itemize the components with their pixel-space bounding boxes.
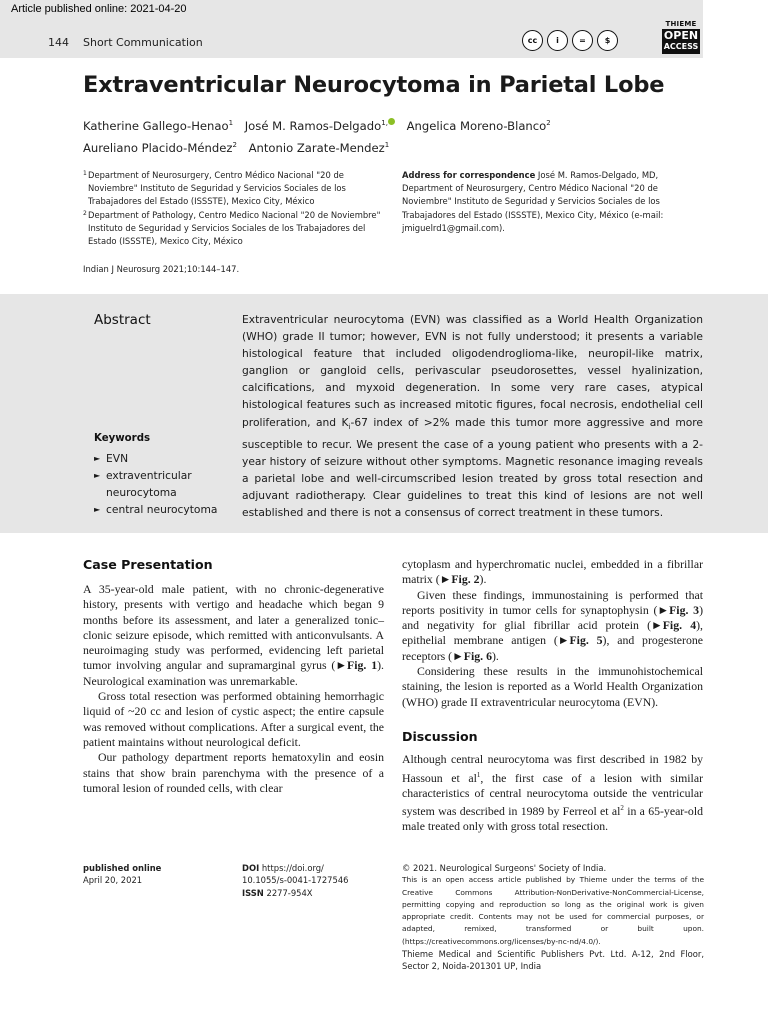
doi-info: DOI https://doi.org/ 10.1055/s-0041-1727546 ISSN 2277-954X [242,863,349,898]
publisher-address: Thieme Medical and Scientific Publishers Pvt. Ltd. A-12, 2nd Floor, Sector 2, Noida-201301 UP, India [402,949,704,972]
license-icons [522,30,618,51]
section-label: Short Communication [83,36,203,49]
author: Katherine Gallego-Henao$^1$ [83,118,234,133]
header-band [0,0,703,58]
affiliations [83,169,383,248]
author: José M. Ramos-Delgado$^{1,}$ [245,119,395,133]
case-heading: Case Presentation [83,557,213,572]
orcid-icon[interactable] [388,118,395,125]
figure-link[interactable]: ►Fig. 4 [651,618,697,633]
cc-icon: cc [522,30,543,51]
discussion-heading: Discussion [402,728,478,744]
open-access-badge: OPEN ACCESS [662,29,700,54]
correspondence: Address for correspondence José M. Ramos-Delgado, MD, Department of Neurosurgery, Centro Médico Nacional "20 de Noviembre" Instituto de Seguridad y Servicios Sociales de los Trabajadores del Estado (ISSSTE), Mexico City, México (e-mail: jmiguelrd1@gmail.com). [402,170,664,233]
figure-link[interactable]: ►Fig. 2 [439,572,480,587]
license-info: © 2021. Neurological Surgeons' Society of India. This is an open access article published by Thieme under the terms of the Creative Commons Attribution-NonDerivative-NonCommercial-License, permitting copying and reproduction so long as the original work is given appropriate credit. Contents may not be used for commercial purposes, or adapted, remixed, transformed or built upon. (https://creativecommons.org/licenses/by-nc-nd/4.0/). Thieme Medical and Scientific Publishers Pvt. Ltd. A-12, 2nd Floor, Sector 2, Noida-201301 UP, India [402,863,704,972]
figure-link[interactable]: ►Fig. 3 [657,602,700,617]
publisher-name: THIEME [665,20,697,28]
keyword-item: ► extraventricular neurocytoma [94,467,234,501]
citation: Indian J Neurosurg 2021;10:144–147. [83,264,240,274]
doi-link[interactable]: https://doi.org/ [261,863,324,873]
author-list [83,114,683,158]
paragraph: Gross total resection was performed obtaining hemorrhagic liquid of ~20 cc and lesion of cystic aspect; the entire capsule was removed without complications. After a surgical event, the patient maintains without neurological deficit. [83,689,384,749]
abstract-text: Extraventricular neurocytoma (EVN) was classified as a World Health Organization (WHO) grade II tumor; however, EVN is not fully understood; it presents a variable histological feature that included oligodendroglioma-like, neuropil-like matrix, ganglion or gangloid cells, perivascular pseudorosettes, vessel hyalinization, calcifications, and myxoid degeneration. In some very rare cases, atypical histological features such as increased mitotic figures, focal necrosis, endothelial cell proliferation, and $K_i-67$ index of >2% made this tumor more aggressive and more susceptible to recur. We present the case of a young patient who presents with a 2-year history of seizure without other symptoms. Magnetic resonance imaging reveals a parietal lobe and well-circumscribed lesion treated by gross total resection and adjuvant radiotherapy. Clear guidelines to treat this kind of lesions are not well established and there is not a consensus of correct treatment in these tumors. [242,313,704,520]
keyword-item: ► central neurocytoma [94,501,234,518]
author: Antonio Zarate-Mendez$^1$ [248,140,390,155]
paragraph: Our pathology department reports hematoxylin and eosin stains that show brain parenchyma with the presence of a tumoral lesion of rounded cells, with clear [83,750,384,795]
paragraph: cytoplasm and hyperchromatic nuclei, embedded in a fibrillar matrix (►Fig. 2). [402,557,703,587]
nd-icon: = [572,30,593,51]
paragraph: A 35-year-old male patient, with no chronic-degenerative history, presents with vertigo and headache which began 9 months before its assessment, and later a generalized tonic–clonic seizure episode, which remitted with anticonvulsants. A neuroimaging study was performed, evidencing left parietal tumor involving angular and supramarginal gyrus (►Fig. 1). Neurological examination was unremarkable. [83,582,384,688]
license-text: This is an open access article published by Thieme under the terms of the Creative Commons Attribution-NonDerivative-NonCommercial-License, permitting copying and reproduction so long as the original work is given appropriate credit. Contents may not be used for commercial purposes, or adapted, remixed, transformed or built upon. (https://creativecommons.org/licenses/by-nc-nd/4.0/). [402,875,704,946]
affiliation: 2 Department of Pathology, Centro Medico Nacional "20 de Noviembre" Instituto de Seguridad y Servicios Sociales de los Trabajadores del Estado (ISSSTE), Mexico City, México [83,209,381,247]
keywords-heading: Keywords [94,433,151,444]
paragraph: Given these findings, immunostaining is performed that reports positivity in tumor cells for synaptophysin (►Fig. 3) and negativity for glial fibrillar acid protein (►Fig. 4), epithelial membrane antigen (►Fig. 5), and progesterone receptors (►Fig. 6). [402,587,703,663]
publisher-logo [662,20,700,54]
keyword-list [94,450,234,518]
nc-icon: $ [597,30,618,51]
paragraph: Considering these results in the immunohistochemical staining, the lesion is reported as a World Health Organization (WHO) grade II extraventricular neurocytoma (EVN). [402,664,703,709]
figure-link[interactable]: ►Fig. 6 [452,648,492,663]
page-number: 144 [48,36,69,49]
author: Aureliano Placido-Méndez$^2$ [83,140,237,155]
doi-link-2[interactable]: 10.1055/s-0041-1727546 [242,875,349,886]
article-title: Extraventricular Neurocytoma in Parietal Lobe [83,72,665,98]
paragraph: Although central neurocytoma was first described in 1982 by Hassoun et $al^1$, the first case of a lesion with similar characteristics of central neurocytoma outside the ventricular system was described in 1989 by Ferreol et $al^2$ in a 65-year-old male treated only with gross total resection. [402,752,703,834]
abstract-heading: Abstract [94,312,151,328]
published-note: Article published online: 2021-04-20 [11,3,187,15]
figure-link[interactable]: ►Fig. 5 [557,633,603,648]
by-icon: i [547,30,568,51]
published-info: published online April 20, 2021 [83,863,162,886]
figure-link[interactable]: ►Fig. 1 [335,658,378,673]
keyword-item: ► EVN [94,450,234,467]
abstract-box [0,294,768,533]
affiliation: 1 Department of Neurosurgery, Centro Médico Nacional "20 de Noviembre" Instituto de Seguridad y Servicios Sociales de los Trabajadores del Estado (ISSSTE), Mexico City, México [83,170,346,207]
author: Angelica Moreno-Blanco$^2$ [406,118,551,133]
right-column [402,557,703,835]
left-column [83,582,384,796]
